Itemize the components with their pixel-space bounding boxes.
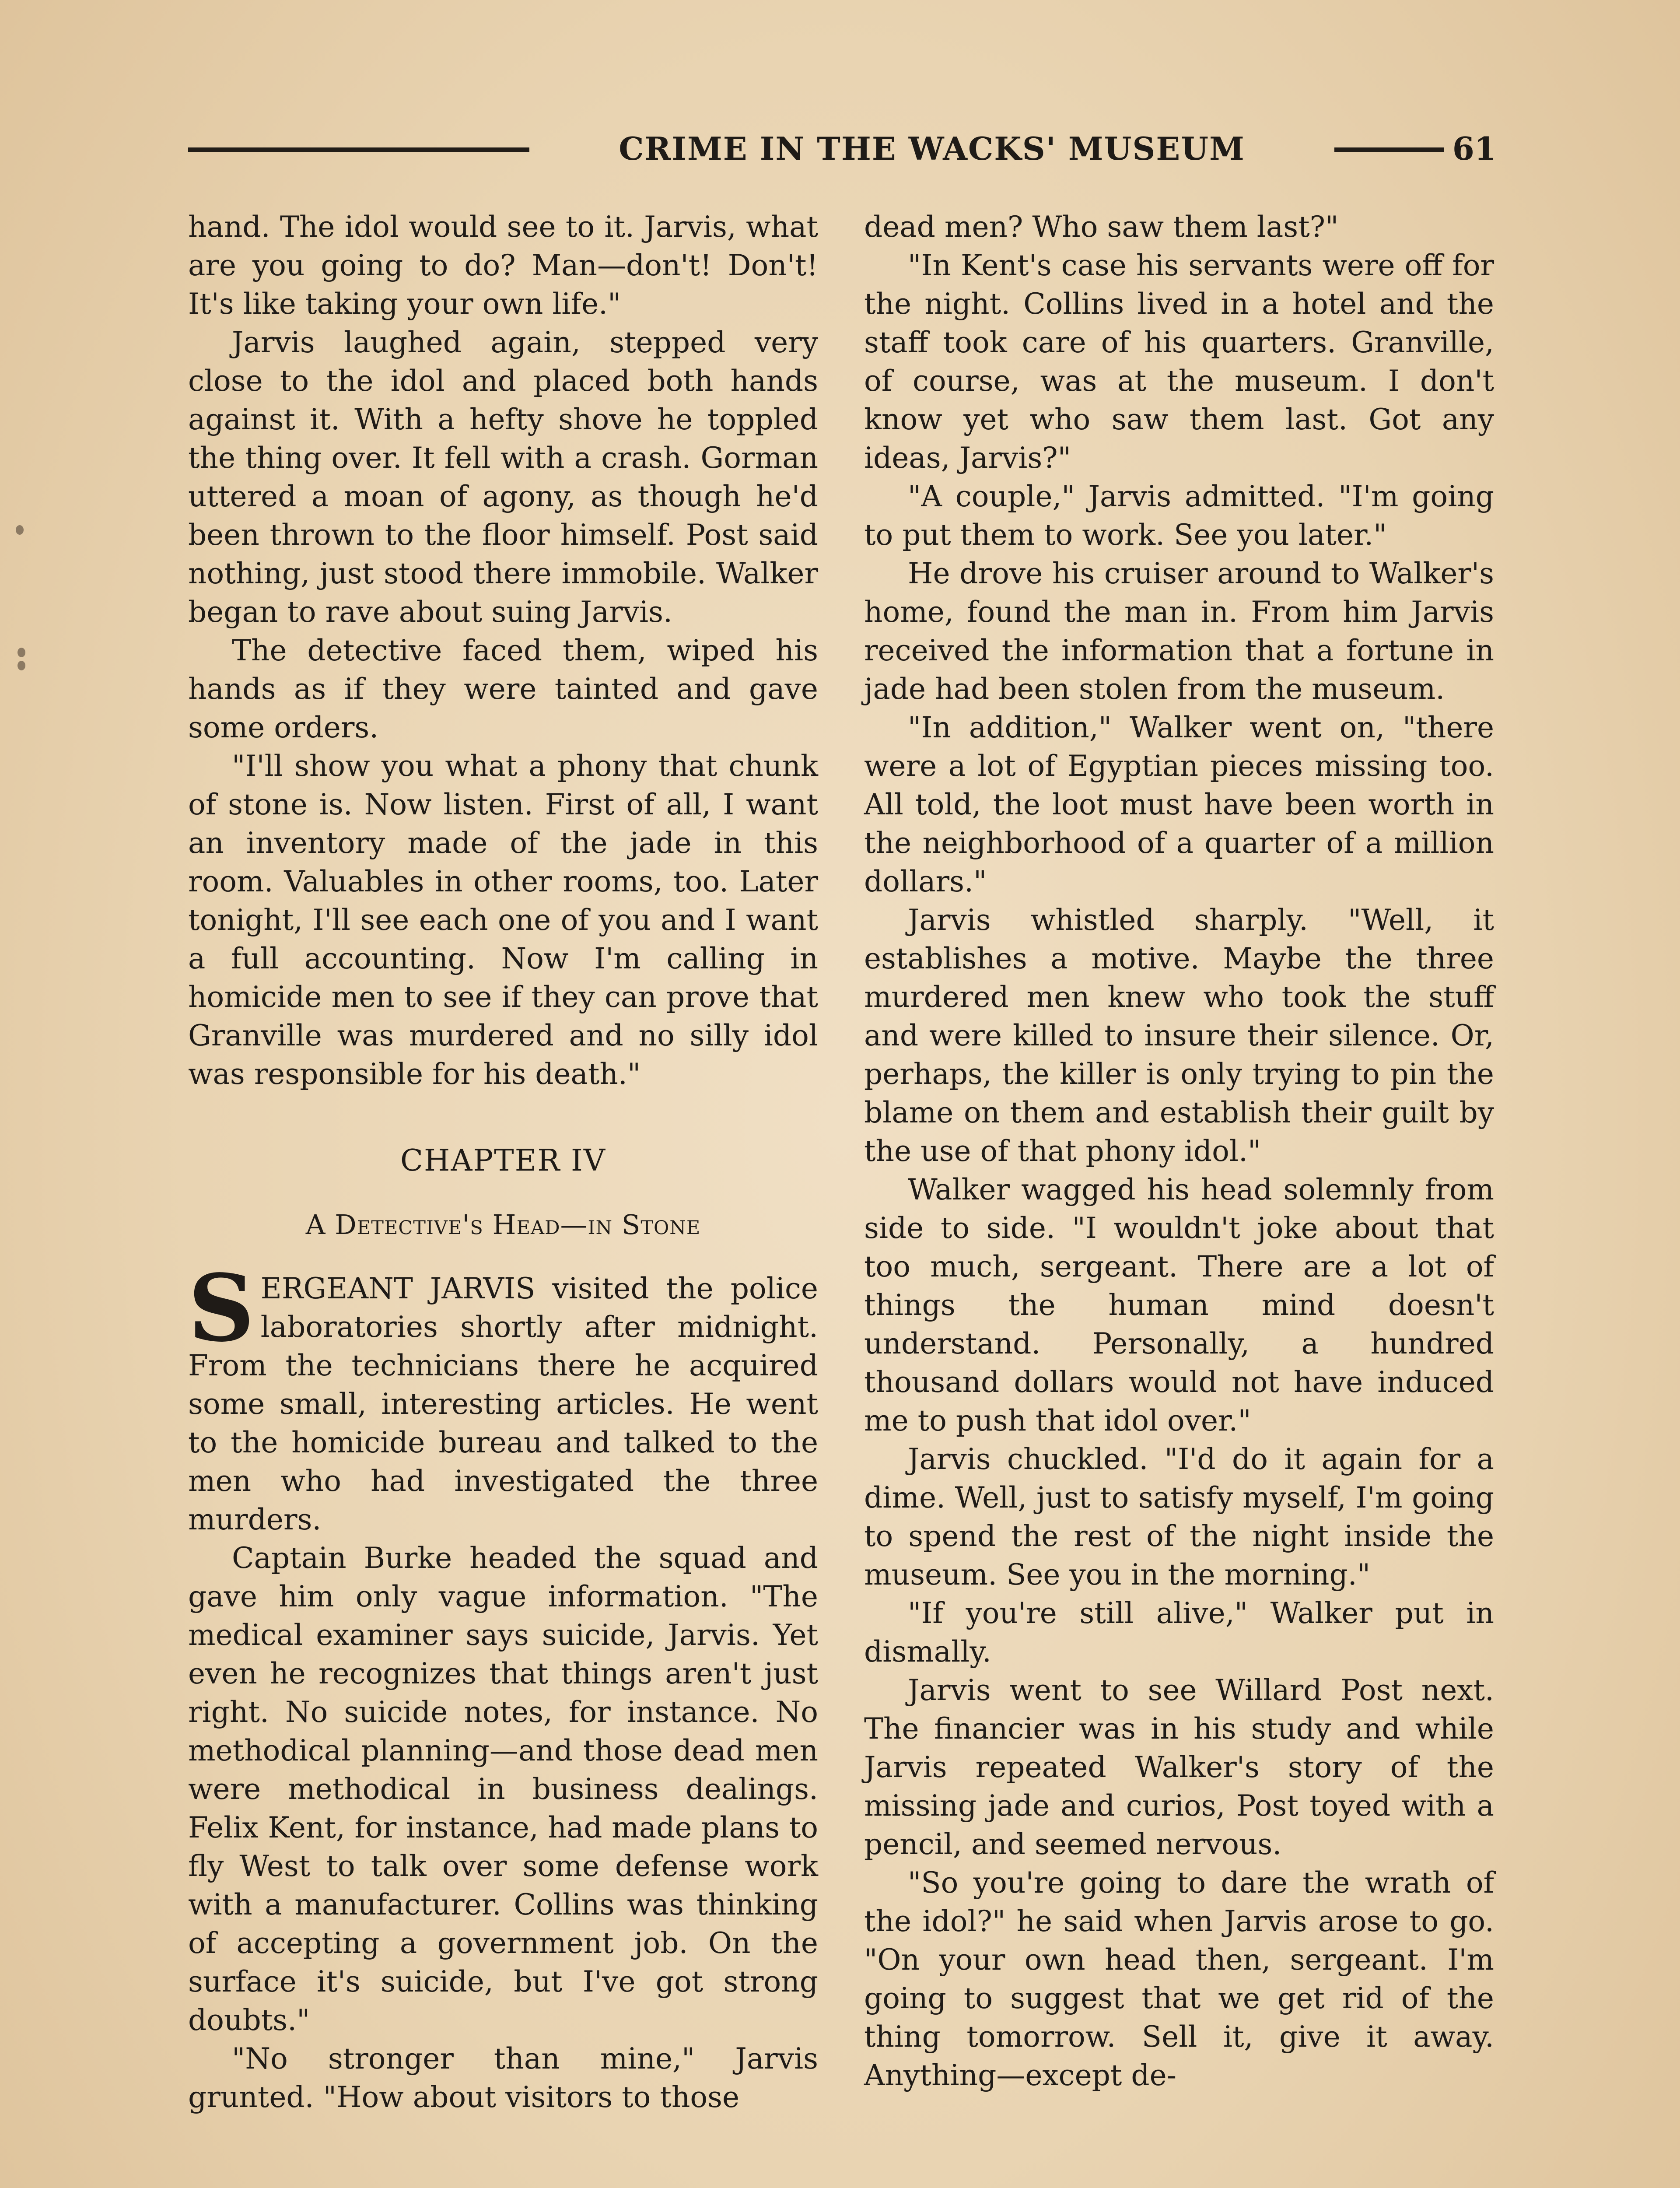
paragraph: He drove his cruiser around to Walker's home, found the man in. From him Jarvis received the information that a fortune in jade had been stolen from the museum. [864,557,1494,706]
chapter-title: A Detective's Head—in Stone [305,1209,701,1241]
paragraph: "In addition," Walker went on, "there were a lot of Egyptian pieces missing too. All told, the loot must have been worth in the neighborhood of a quarter of a million dollars." [864,711,1494,898]
paragraph: "So you're going to dare the wrath of the idol?" he said when Jarvis arose to go. "On your own head then, sergeant. I'm going to suggest that we get rid of the thing tomorrow. Sell it, give it away. Anything—except de- [864,1866,1494,2092]
right-column [864,208,1494,2095]
paragraph: "No stronger than mine," Jarvis grunted. "How about visitors to those [188,2042,818,2114]
paragraph: The detective faced them, wiped his hands as if they were tainted and gave some orders. [188,634,818,744]
paragraph: Captain Burke headed the squad and gave him only vague information. "The medical examiner says suicide, Jarvis. Yet even he recognizes that things aren't just right. No suicide notes, for instance. No methodical planning—and those dead men were methodical in business dealings. Felix Kent, for instance, had made plans to fly West to talk over some defense work with a manufacturer. Collins was thinking of accepting a government job. On the surface it's suicide, but I've got strong doubts." [188,1541,818,2037]
paragraph: Jarvis laughed again, stepped very close to the idol and placed both hands against it. With a hefty shove he toppled the thing over. It fell with a crash. Gorman uttered a moan of agony, as though he'd been thrown to the floor himself. Post said nothing, just stood there immobile. Walker began to rave about suing Jarvis. [188,326,818,629]
paragraph: Walker wagged his head solemnly from side to side. "I wouldn't joke about that too much, sergeant. There are a lot of things the human mind doesn't understand. Personally, a hundred thousand dollars would not have induced me to push that idol over." [864,1173,1494,1438]
paragraph: "In Kent's case his servants were off for the night. Collins lived in a hotel and the staff took care of his quarters. Granville, of course, was at the museum. I don't know yet who saw them last. Got any ideas, Jarvis?" [864,249,1494,475]
paper-speck [18,648,25,657]
drop-cap: S [188,1254,255,1362]
header-title: CRIME IN THE WACKS' MUSEUM [619,130,1245,167]
running-header [188,125,1496,173]
paper-speck [16,525,24,535]
paragraph: Jarvis chuckled. "I'd do it again for a dime. Well, just to satisfy myself, I'm going to spend the rest of the night inside the museum. See you in the morning." [864,1442,1494,1592]
drop-cap-paragraph [188,1254,818,1539]
paragraph: "If you're still alive," Walker put in dismally. [864,1596,1494,1669]
paragraph: Jarvis whistled sharply. "Well, it establishes a motive. Maybe the three murdered men knew who took the stuff and were killed to insure their silence. Or, perhaps, the killer is only trying to pin the blame on them and establish their guilt by the use of that phony idol." [864,903,1494,1168]
paragraph: Jarvis went to see Willard Post next. The financier was in his study and while Jarvis repeated Walker's story of the missing jade and curios, Post toyed with a pencil, and seemed nervous. [864,1673,1494,1861]
header-rule-left [188,147,529,152]
paragraph: dead men? Who saw them last?" [864,210,1339,244]
paper-speck [18,661,25,670]
paragraph: "A couple," Jarvis admitted. "I'm going to put them to work. See you later." [864,480,1494,552]
chapter-heading: CHAPTER IV [400,1143,606,1178]
left-column [188,208,818,2117]
header-rule-right [1334,147,1444,152]
page-number: 61 [1452,130,1496,167]
paragraph: hand. The idol would see to it. Jarvis, what are you going to do? Man—don't! Don't! It's like taking your own life." [188,210,818,321]
drop-cap-paragraph-text: ERGEANT JARVIS visited the police laboratories shortly after midnight. From the technicians there he acquired some small, interesting articles. He went to the homicide bureau and talked to the men who had investigated the three murders. [188,1272,818,1536]
paragraph: "I'll show you what a phony that chunk of stone is. Now listen. First of all, I want an inventory made of the jade in this room. Valuables in other rooms, too. Later tonight, I'll see each one of you and I want a full accounting. Now I'm calling in homicide men to see if they can prove that Granville was murdered and no silly idol was responsible for his death." [188,749,818,1091]
